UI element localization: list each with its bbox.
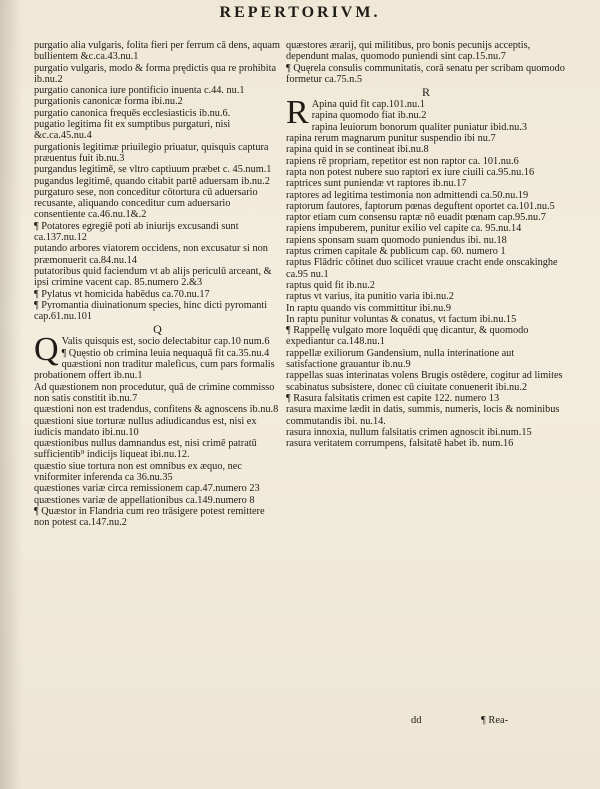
entry-text: rapta non potest nubere suo raptori ex iure ciuili ca.95.nu.16 xyxy=(286,166,535,178)
entry-text: rapina quomodo fiat ib.nu.2 xyxy=(311,110,427,122)
entry-text: ¶ Quęstio ob crimina leuia nequaquā fit ca.35.nu.4 xyxy=(61,347,270,359)
index-entry xyxy=(286,133,566,144)
entry-text: ¶ Pylatus vt homicida habēdus ca.70.nu.17 xyxy=(34,288,210,300)
entry-text: raptor etiam cum consensu raptæ nō euadit pœnam cap.95.nu.7 xyxy=(286,212,546,224)
entry-text: quæstioni non est tradendus, confitens & agnoscens ib.nu.8 xyxy=(34,404,279,416)
entry-text: purgatio canonica frequēs ecclesiasticis ib.nu.6. xyxy=(34,107,231,119)
entry-text: rapina rerum magnarum punitur suspendio ibi nu.7 xyxy=(286,133,496,145)
index-entry xyxy=(286,303,566,314)
index-entry xyxy=(286,257,566,280)
entry-text: purgatio vulgaris, modo & forma prędictis qua re prohibita ib.nu.2 xyxy=(34,62,277,85)
entry-text: ¶ Quęrela consulis communitatis, corā senatu per scribam quomodo formetur ca.75.n.5 xyxy=(286,62,565,85)
index-entry xyxy=(286,348,566,371)
index-entry xyxy=(286,325,566,348)
index-entry xyxy=(34,506,281,529)
page-footer xyxy=(0,715,600,735)
entry-text: purgaturo sese, non conceditur cōtortura cū aduersario recusante, aliquando conceditur cum aduersario consentiente ca.46.nu.1&.2 xyxy=(34,186,258,221)
index-entry xyxy=(286,235,566,246)
index-entry xyxy=(34,176,281,187)
entry-text: raptus quid fit ib.nu.2 xyxy=(286,279,375,291)
index-entry xyxy=(286,438,566,449)
index-entry xyxy=(286,370,566,393)
index-entry xyxy=(286,122,566,133)
index-entry xyxy=(286,110,566,121)
entry-text: In raptu punitur voluntas & conatus, vt factum ibi.nu.15 xyxy=(286,313,517,325)
drop-cap: Q xyxy=(34,331,59,369)
index-entry xyxy=(34,85,281,96)
index-entry xyxy=(286,212,566,223)
index-entry xyxy=(286,167,566,178)
page-title: REPERTORIVM. xyxy=(219,4,381,21)
entry-text: rasura veritatem corrumpens, falsitatē habet ib. num.16 xyxy=(286,438,514,450)
right-column xyxy=(286,40,566,449)
entry-text: putando arbores viatorem occidens, non excusatur si non præmonuerit ca.84.nu.14 xyxy=(34,243,268,266)
drop-cap: R xyxy=(286,94,309,132)
entry-text: quæstiones variæ circa remissionem cap.47.numero 23 xyxy=(34,483,260,495)
index-entry xyxy=(286,280,566,291)
entry-text: quæstores ærarij, qui militibus, pro bonis pecunijs acceptis, dependunt malas, quomodo puniendi sint cap.15.nu.7 xyxy=(286,40,531,63)
entry-text: ¶ Pyromantia diuinationum species, hinc dicti pyromanti cap.61.nu.101 xyxy=(34,299,268,323)
index-entry xyxy=(34,300,281,323)
entry-text: Valis quisquis est, socio delectabitur cap.10 num.6 xyxy=(61,336,270,348)
entry-text: raptus Flādric cōtinet duo scilicet vrauue cracht ende onscakinghe ca.95 nu.1 xyxy=(286,257,558,280)
index-entry xyxy=(286,427,566,438)
entry-text: purgationis legitimæ priuilegio priuatur, quisquis captura præuentus fuit ib.nu.3 xyxy=(34,141,269,164)
entry-text: quæstioni non traditur maleficus, cum pars formalis probationem offert ib.nu.1 xyxy=(34,359,275,382)
section-letter: Q xyxy=(153,322,162,337)
index-entry xyxy=(286,178,566,189)
gutter-shadow xyxy=(0,0,22,789)
index-entry xyxy=(34,438,281,461)
entry-text: putatoribus quid faciendum vt ab alijs periculū arceant, & ipsi crimine vacent cap. 85.numero 2.&3 xyxy=(34,265,272,289)
index-entry xyxy=(286,291,566,302)
entry-text: raptus vt varius, ita punitio varia ibi.nu.2 xyxy=(286,291,454,303)
entry-text: purgatio canonica iure pontificio inuenta c.44. nu.1 xyxy=(34,85,245,97)
index-entry xyxy=(286,144,566,155)
entry-text: pugatio legitima fit ex sumptibus purgaturi, nisi &c.ca.45.nu.4 xyxy=(34,119,231,142)
entry-text: purgatio alia vulgaris, folita fieri per ferrum cā dens, aquam bullientem &c.ca.43.nu.1 xyxy=(34,40,280,63)
index-entry xyxy=(286,156,566,167)
entry-text: In raptu quando vis committitur ibi.nu.9 xyxy=(286,302,452,314)
index-entry xyxy=(286,40,566,63)
entry-text: rapina leuiorum bonorum qualiter puniatur ibid.nu.3 xyxy=(311,121,528,133)
index-entry xyxy=(34,108,281,119)
entry-text: pugandus legitimē, quando citabit partē aduersam ib.nu.2 xyxy=(34,175,270,187)
entry-text: ¶ Quæstor in Flandria cum reo trāsigere potest remittere non potest ca.147.nu.2 xyxy=(34,505,265,529)
index-entry xyxy=(34,187,281,221)
index-entry xyxy=(34,404,281,415)
index-entry xyxy=(34,164,281,175)
entry-text: raptorum fautores, faptorum pœnas deguftent oportet ca.101.nu.5 xyxy=(286,200,555,212)
entry-text: purgationis canonicæ forma ibi.nu.2 xyxy=(34,96,183,108)
index-entry xyxy=(34,289,281,300)
entry-text: rasura innoxia, nullum falsitatis crimen agnoscit ibi.num.15 xyxy=(286,426,532,438)
entry-text: rapiens rē propriam, repetitor est non raptor ca. 101.nu.6 xyxy=(286,155,519,167)
index-entry xyxy=(34,461,281,484)
index-entry xyxy=(286,223,566,234)
entry-text: purgandus legitimē, se vltro captiuum præbet c. 45.num.1 xyxy=(34,164,272,176)
index-entry xyxy=(34,96,281,107)
index-entry xyxy=(286,404,566,427)
entry-text: raptus crimen capitale & publicum cap. 60. numero 1 xyxy=(286,246,506,258)
index-entry xyxy=(286,393,566,404)
entry-text: quæstiones variæ de appellationibus ca.149.numero 8 xyxy=(34,494,255,506)
entry-text: rapiens impuberem, punitur exilio vel capite ca. 95.nu.14 xyxy=(286,223,522,235)
entry-text: Ad quæstionem non procedutur, quā de crimine commisso non satis constitit ib.nu.7 xyxy=(34,381,275,404)
entry-text: raptores ad legitima testimonia non admittendi ca.50.nu.19 xyxy=(286,189,529,201)
signature-mark: dd xyxy=(411,715,422,726)
entry-text: quæstionibus nullus damnandus est, nisi crimē patratū sufficientib⁹ indicijs liqueat ibi.nu.12. xyxy=(34,438,257,461)
entry-text: rappellæ exiliorum Gandensium, nulla interinatione aut satisfactione grauantur ib.nu.9 xyxy=(286,347,515,371)
index-entry xyxy=(286,190,566,201)
entry-text: raptrices sunt puniendæ vt raptores ib.nu.17 xyxy=(286,178,467,190)
index-entry xyxy=(34,40,281,63)
catchword: ¶ Rea- xyxy=(481,715,509,726)
index-entry xyxy=(286,314,566,325)
entry-text: rappellas suas interinatas volens Brugis ostēdere, cogitur ad limites scabinatus subsistere, donec cū ciuitate conuenerit ibi.nu.2 xyxy=(286,370,563,393)
left-column xyxy=(34,40,281,528)
index-entry xyxy=(34,142,281,165)
index-entry xyxy=(34,266,281,289)
index-entry xyxy=(34,119,281,142)
entry-text: rapina quid in se contineat ibi.nu.8 xyxy=(286,144,429,156)
index-entry xyxy=(34,348,281,359)
index-entry xyxy=(286,201,566,212)
entry-text: rasura maxime lædit in datis, summis, numeris, locis & nominibus commutandis ibi. nu.14. xyxy=(286,404,560,427)
index-entry xyxy=(34,483,281,494)
entry-text: ¶ Potatores egregiē poti ab iniurijs excusandi sunt ca.137.nu.12 xyxy=(34,220,239,244)
entry-text: quæstio siue tortura non est omnibus ex æquo, nec vniformiter inferenda ca 36.nu.35 xyxy=(34,460,242,483)
index-entry xyxy=(286,246,566,257)
entry-text: ¶ Rappellę vulgato more loquēdi quę dicantur, & quomodo expediantur ca.148.nu.1 xyxy=(286,325,529,348)
index-entry xyxy=(34,382,281,405)
index-entry xyxy=(34,416,281,439)
entry-text: Apina quid fit cap.101.nu.1 xyxy=(311,99,425,111)
index-entry xyxy=(34,495,281,506)
entry-text: rapiens sponsam suam quomodo puniendus ibi. nu.18 xyxy=(286,234,507,246)
index-entry xyxy=(34,63,281,86)
index-entry xyxy=(286,63,566,86)
section-letter: R xyxy=(421,85,430,100)
index-entry xyxy=(34,359,281,382)
index-entry xyxy=(34,221,281,244)
index-entry xyxy=(34,243,281,266)
entry-text: quæstioni siue torturæ nullus adiudicandus est, nisi ex iudicis mandato ibi.nu.10 xyxy=(34,415,257,438)
entry-text: ¶ Rasura falsitatis crimen est capite 122. numero 13 xyxy=(286,392,500,404)
